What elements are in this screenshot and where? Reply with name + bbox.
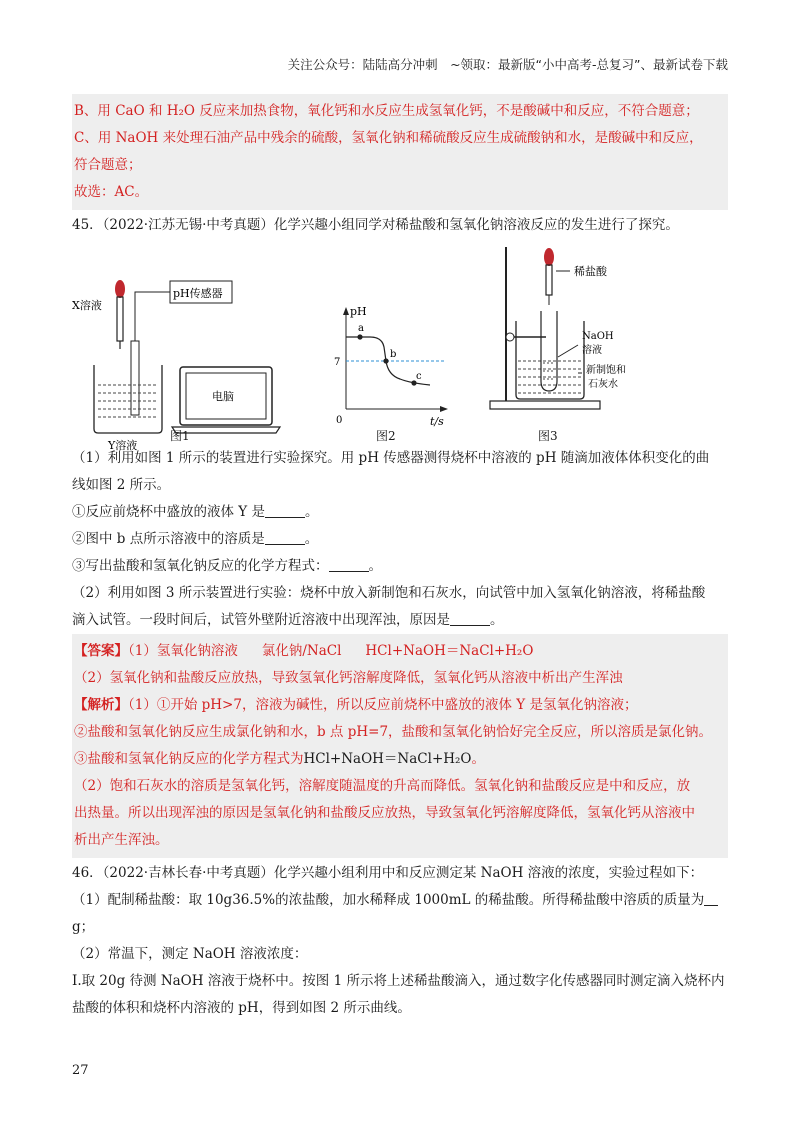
- acid-dropper-bulb: [544, 248, 554, 266]
- answer-option-c-cont: 符合题意；: [74, 157, 142, 173]
- answer-blank: [329, 557, 369, 572]
- svg-text:t/s: t/s: [430, 415, 444, 428]
- answer-line-2: （2）氢氧化钠和盐酸反应放热，导致氢氧化钙溶解度降低，氢氧化钙从溶液中析出产生浑浊: [74, 670, 623, 686]
- acid-label: 稀盐酸: [574, 265, 607, 278]
- q46-line2: g；: [72, 919, 95, 935]
- q45-part2-line1: （2）利用如图 3 所示装置进行实验：烧杯中放入新制饱和石灰水，向试管中加入氢氧化钠溶液，将稀盐酸: [72, 585, 706, 601]
- figure-3: [484, 241, 694, 421]
- explanation-line-3: ③盐酸和氢氧化钠反应的化学方程式为HCl+NaOH＝NaCl+H₂O。: [74, 751, 486, 767]
- answer-choice: 故选：AC。: [74, 184, 149, 200]
- q45-answer-block: [72, 634, 728, 858]
- beaker-1: [94, 365, 162, 433]
- explanation-line-6: 析出产生浑浊。: [74, 832, 169, 848]
- explanation-line-2: ②盐酸和氢氧化钠反应生成氯化钠和水，b 点 pH=7，盐酸和氢氧化钠恰好完全反应，所以溶质是氯化钠。: [74, 724, 713, 740]
- svg-text:溶液: 溶液: [582, 345, 602, 356]
- q46-line5: 盐酸的体积和烧杯内溶液的 pH，得到如图 2 所示曲线。: [72, 1000, 411, 1016]
- question-45-figures: [72, 241, 728, 452]
- svg-text:a: a: [358, 323, 364, 334]
- explanation-tag: 【解析】: [74, 697, 128, 713]
- svg-text:pH: pH: [350, 305, 367, 318]
- page-number: 27: [72, 1063, 89, 1078]
- answer-blank: [704, 891, 718, 906]
- svg-text:石灰水: 石灰水: [588, 379, 618, 390]
- q46-line1: （1）配制稀盐酸：取 10g36.5%的浓盐酸，加水稀释成 1000mL 的稀盐酸。所得稀盐酸中溶质的质量为: [72, 887, 728, 914]
- answer-line: 【答案】（1）氢氧化钠溶液 氯化钠/NaCl HCl+NaOH＝NaCl+H₂O: [74, 643, 534, 659]
- point-a: [357, 334, 362, 339]
- question-45-title: 45．（2022·江苏无锡·中考真题）化学兴趣小组同学对稀盐酸和氢氧化钠溶液反应的发生进行了探究。: [72, 217, 679, 233]
- svg-text:0: 0: [336, 415, 343, 426]
- svg-text:NaOH: NaOH: [582, 331, 614, 342]
- q45-sub3: ③写出盐酸和氢氧化钠反应的化学方程式： 。: [72, 558, 382, 574]
- explanation-line-1: 【解析】（1）①开始 pH>7，溶液为碱性，所以反应前烧杯中盛放的液体 Y 是氢氧化钠溶液；: [74, 697, 638, 713]
- answer-option-b: B、用 CaO 和 H₂O 反应来加热食物，氧化钙和水反应生成氢氧化钙，不是酸碱中和反应，不符合题意；: [74, 103, 699, 119]
- figure-1: [72, 241, 292, 452]
- answer-blank: [450, 611, 490, 626]
- page-content: [72, 94, 728, 1022]
- figure-2-caption: 图2: [376, 429, 396, 443]
- q45-part1-line2: 线如图 2 所示。: [72, 477, 171, 493]
- answer-blank: [265, 530, 305, 545]
- q46-line3: （2）常温下，测定 NaOH 溶液浓度：: [72, 946, 308, 962]
- svg-text:新制饱和: 新制饱和: [586, 365, 626, 376]
- dropper-bulb: [115, 280, 125, 298]
- q45-part1-line1: （1）利用如图 1 所示的装置进行实验探究。用 pH 传感器测得烧杯中溶液的 pH 随滴加液体体积变化的曲: [72, 450, 710, 466]
- y-solution-label: Y溶液: [108, 439, 138, 452]
- q45-sub2: ②图中 b 点所示溶液中的溶质是 。: [72, 531, 319, 547]
- figure-3-caption: 图3: [538, 429, 558, 443]
- svg-text:7: 7: [334, 357, 341, 368]
- q46-line4: I.取 20g 待测 NaOH 溶液于烧杯中。按图 1 所示将上述稀盐酸滴入，通过数字化传感器同时测定滴入烧杯内: [72, 973, 725, 989]
- x-solution-label: X溶液: [72, 299, 102, 312]
- previous-answer-block: [72, 94, 728, 210]
- q45-sub1: ①反应前烧杯中盛放的液体 Y 是 。: [72, 504, 319, 520]
- computer-label: 电脑: [212, 390, 234, 403]
- beaker-3: [516, 321, 584, 399]
- svg-text:b: b: [390, 349, 397, 360]
- q45-part2-line2: 滴入试管。一段时间后，试管外壁附近溶液中出现浑浊，原因是 。: [72, 612, 504, 628]
- explanation-line-5: 出热量。所以出现浑浊的原因是氢氧化钠和盐酸反应放热，导致氢氧化钙溶解度降低，氢氧化钙从溶液中: [74, 805, 695, 821]
- answer-option-c: C、用 NaOH 来处理石油产品中残余的硫酸，氢氧化钠和稀硫酸反应生成硫酸钠和水，是酸碱中和反应，: [74, 130, 703, 146]
- figure-1-caption: 图1: [170, 429, 190, 443]
- answer-blank: [265, 503, 305, 518]
- point-b: [383, 358, 388, 363]
- page-header: 关注公众号：陆陆高分冲刺 ~领取：最新版“小中高考-总复习”、最新试卷下载: [287, 57, 728, 72]
- explanation-line-4: （2）饱和石灰水的溶质是氢氧化钙，溶解度随温度的升高而降低。氢氧化钠和盐酸反应是中和反应，放: [74, 778, 691, 794]
- figure-2-ph-curve: [330, 301, 454, 431]
- svg-text:c: c: [416, 371, 422, 382]
- answer-tag: 【答案】: [74, 643, 128, 659]
- ph-sensor-label: pH传感器: [173, 287, 223, 300]
- question-46-title: 46．（2022·吉林长春·中考真题）化学兴趣小组利用中和反应测定某 NaOH 溶液的浓度，实验过程如下：: [72, 865, 704, 881]
